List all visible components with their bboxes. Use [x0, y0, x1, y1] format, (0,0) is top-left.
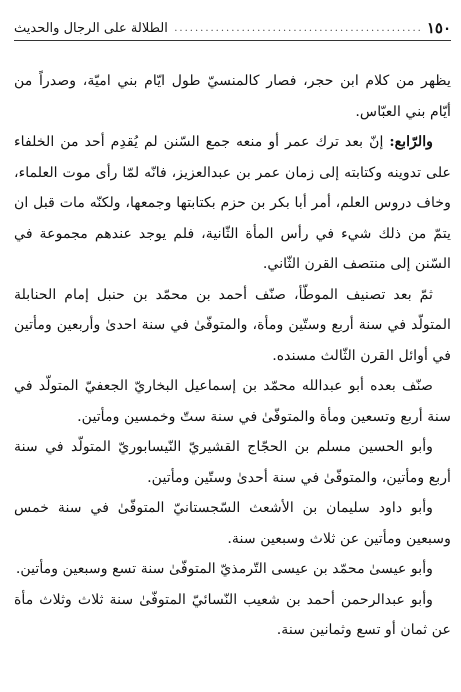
page-number: ١٥٠	[426, 19, 451, 37]
running-title: الطلالة على الرجال والحديث	[14, 20, 168, 36]
paragraph: وأبو داود سليمان بن الأشعث السّجستانيّ المتوفّىٰ في سنة خمس وسبعين ومأتين عن ثلاث وسبعين سنة.	[14, 500, 451, 547]
paragraph: وأبو عيسىٰ محمّد بن عيسى التّرمذيّ المتوفّىٰ سنة تسع وسبعين ومأتين.	[15, 561, 433, 577]
paragraph: يظهر من كلام ابن حجر، فصار كالمنسيّ طول ايّام بني اميّة، وصدراً من أيّام بني العبّاس.	[14, 73, 451, 120]
page-header	[14, 16, 451, 41]
paragraph: صنّف بعده أبو عبدالله محمّد بن إسماعيل البخاريّ الجعفيّ المتولّد في سنة أربع وتسعين ومأة والمتوفّىٰ في سنة ستّ وخمسين ومأتين.	[14, 378, 451, 425]
paragraph: ثمّ بعد تصنيف الموطّأ، صنّف أحمد بن محمّد بن حنبل إمام الحنابلة المتولّد في سنة أربع وستّين ومأة، والمتوفّىٰ في سنة احدىٰ وأربعين ومأتين في أوائل القرن الثّالث مسنده.	[14, 286, 451, 364]
paragraph-label: والرّابع:	[389, 134, 433, 150]
paragraph: والرّابع: إنّ بعد ترك عمر أو منعه جمع السّنن لم يُقدِم أحد من الخلفاء على تدوينه وكتابته إلى زمان عمر بن عبدالعزيز، فانّه لمّا رأى موت العلماء، وخاف دروس العلم، أمر أبا بكر بن حزم بكتابتها وجمعها، ولكنّه مات قبل ان يتمّ من ذلك شيء في رأس المأة الثّانية، فلم يوجد عندهم مجموعة في السّنن إلى منتصف القرن الثّاني.	[14, 134, 451, 272]
leader-dots	[172, 23, 423, 34]
paragraph: وأبو الحسين مسلم بن الحجّاج القشيريّ النّيسابوريّ المتولّد في سنة أربع ومأتين، والمتوفّىٰ في سنة أحدىٰ وستّين ومأتين.	[14, 439, 451, 486]
page-body	[14, 66, 451, 646]
paragraph: وأبو عبدالرحمن أحمد بن شعيب النّسائيّ المتوفّىٰ سنة ثلاث وثلاث مأة عن ثمان أو تسع وثمانين سنة.	[14, 591, 451, 638]
